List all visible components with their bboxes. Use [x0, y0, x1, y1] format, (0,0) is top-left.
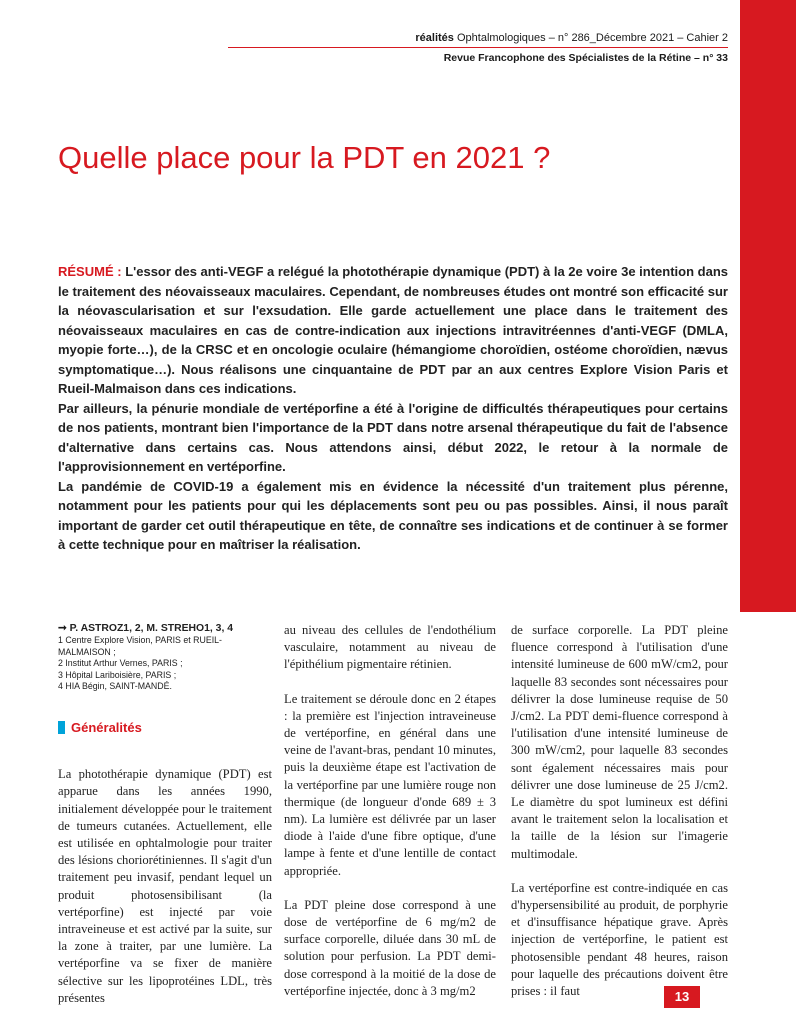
affiliation-4: 4 HIA Bégin, SAINT-MANDÉ.: [58, 681, 172, 692]
page-number: 13: [664, 986, 700, 1008]
affiliation-2: 2 Institut Arthur Vernes, PARIS ;: [58, 658, 183, 669]
body-paragraph: La PDT pleine dose correspond à une dose de vertéporfine de 6 mg/m2 de surface corporelle, diluée dans 30 mL de solution pour perfusion. La PDT demi-dose correspond à la moitié de la dose de vertéporfine injectée, donc à 3 mg/m2: [284, 897, 496, 998]
author-list: P. ASTROZ1, 2, M. STREHO1, 3, 4: [69, 623, 234, 634]
abstract-text-1: L'essor des anti-VEGF a relégué la photothérapie dynamique (PDT) à la 2e voire 3e intention dans le traitement des néovaisseaux maculaires. Cependant, de nombreuses études ont montré son efficacité sur la néovascularisation et sur l'exsudation. Elle garde actuellement une place dans le traitement des néovaisseaux maculaires en cas de contre-indication aux injections intravitréennes d'anti-VEGF (DMLA, myopie forte…), de la CRSC et en oncologie oculaire (hémangiome choroïdien, ostéome choroïdien, nævus symptomatique…). Nous réalisons une cinquantaine de PDT par an aux centres Explore Vision Paris et Rueil-Malmaison dans ces indications.: [58, 264, 729, 396]
header-rule: [228, 47, 728, 48]
body-paragraph: Le traitement se déroule donc en 2 étapes : la première est l'injection intraveineuse de vertéporfine, en général dans une veine de l'avant-bras, pendant 10 minutes, puis la deuxième étape est l'activation de la vertéporfine par une lumière rouge non thermique (de longueur d'onde 689 ± 3 nm). La lumière est délivrée par un laser diode à l'aide d'une fibre optique, d'une lampe à fente et d'une lentille de contact appropriée.: [284, 691, 496, 878]
column-3: [511, 622, 728, 1017]
column-1: [58, 622, 272, 1024]
body-paragraph: La photothérapie dynamique (PDT) est apparue dans les années 1990, initialement développée pour le traitement de tumeurs cutanées. Actuellement, elle est utilisée en ophtalmologie pour traiter des lésions choriorétiniennes. Il s'agit d'un traitement peu invasif, pendant lequel un produit photosensibilisant (la vertéporfine) est injecté par voie intraveineuse et est activé par la suite, sur la zone à traiter, par une lumière. La vertéporfine va se fixer de manière sélective sur les lipoprotéines LDL, très présentes: [58, 767, 272, 1005]
abstract-keyword: RÉSUMÉ :: [58, 264, 122, 279]
journal-issue: Ophtalmologiques – n° 286_Décembre 2021 – Cahier 2: [453, 32, 728, 44]
abstract-paragraph-2: Par ailleurs, la pénurie mondiale de vertéporfine a été à l'origine de difficultés thérapeutiques pour certains de nos patients, montrant bien l'importance de la PDT dans notre arsenal thérapeutique du fait de l'absence d'alternative dans certains cas. Nous attendons ainsi, début 2022, le retour à la normale de l'approvisionnement en vertéporfine.: [58, 400, 728, 474]
journal-brand: réalités: [415, 32, 454, 44]
affiliation-3: 3 Hôpital Lariboisière, PARIS ;: [58, 669, 177, 680]
authors-block: [58, 622, 272, 693]
body-paragraph: La vertéporfine est contre-indiquée en cas d'hypersensibilité au produit, de porphyrie et d'insuffisance hépatique grave. Après injection de vertéporfine, le patient est photosensible pendant 48 heures, raison pour laquelle des précautions doivent être prises : il faut: [511, 880, 728, 999]
section-heading: [58, 719, 272, 736]
author-names: [58, 622, 272, 635]
column-2: [284, 622, 496, 1017]
section-title: Généralités: [71, 719, 142, 735]
abstract-paragraph-1: [58, 262, 728, 399]
article-title: Quelle place pour la PDT en 2021 ?: [58, 140, 551, 175]
red-side-band: [740, 0, 796, 612]
affiliation-1: 1 Centre Explore Vision, PARIS et RUEIL-MALMAISON ;: [58, 635, 222, 657]
body-paragraph: de surface corporelle. La PDT pleine fluence correspond à l'utilisation d'une intensité lumineuse de 600 mW/cm2, pour laquelle 83 secondes sont nécessaires pour délivrer la dose lumineuse requise de 50 J/cm2. La PDT demi-fluence correspond à l'utilisation d'une intensité lumineuse de 300 mW/cm2, pour laquelle 83 secondes sont également nécessaires mais pour délivrer une dose lumineuse de 25 J/cm2. Le diamètre du spot lumineux est défini avant le traitement selon la localisation et la taille de la lésion sur l'imagerie multimodale.: [511, 623, 728, 861]
abstract-paragraph-3: La pandémie de COVID-19 a également mis en évidence la nécessité d'un traitement plus pérenne, notamment pour les patients pour qui les déplacements sont peu ou pas possibles. Ainsi, il nous paraît important de garder cet outil thérapeutique en tête, de connaître ses indications et de continuer à se former à cette technique pour en maîtriser la réalisation.: [58, 478, 728, 552]
journal-header: [0, 32, 728, 44]
body-paragraph: au niveau des cellules de l'endothélium vasculaire, notamment au niveau de l'épithélium pigmentaire rétinien.: [284, 623, 496, 672]
arrow-icon: ➞: [58, 623, 67, 634]
journal-subtitle: Revue Francophone des Spécialistes de la Rétine – n° 33: [443, 52, 728, 64]
section-marker-icon: [58, 721, 65, 734]
abstract: [58, 262, 728, 555]
